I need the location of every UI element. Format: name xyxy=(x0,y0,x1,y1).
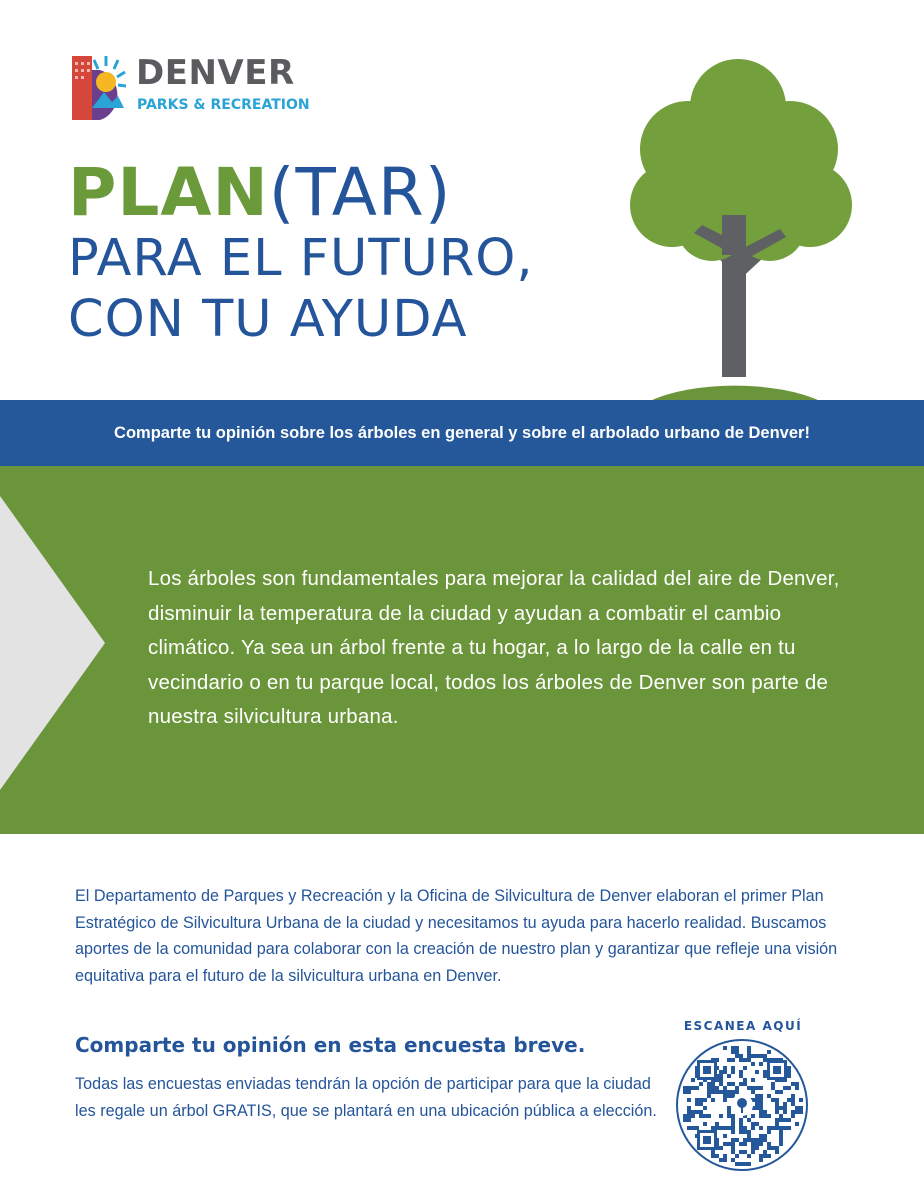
headline-plan: PLAN xyxy=(68,154,269,231)
qr-label: ESCANEA AQUÍ xyxy=(683,1019,803,1033)
intro-panel xyxy=(0,466,924,834)
logo-city-name: DENVER xyxy=(136,53,295,93)
cta-paragraph: Todas las encuestas enviadas tendrán la opción de participar para que la ciudad les regale un árbol GRATIS, que se plantará en una ubicación pública a elección. xyxy=(75,1075,657,1120)
cta-heading: Comparte tu opinión en esta encuesta breve. xyxy=(75,1033,586,1057)
logo-department-name: PARKS & RECREATION xyxy=(137,97,310,113)
headline-line-3: CON TU AYUDA xyxy=(68,290,468,350)
qr-code-icon[interactable] xyxy=(675,1038,809,1172)
denver-parks-logo xyxy=(70,52,340,122)
banner-text: Comparte tu opinión sobre los árboles en general y sobre el arbolado urbano de Denver! xyxy=(114,423,810,442)
headline-tar: (TAR) xyxy=(268,154,452,231)
tree-icon xyxy=(620,55,870,401)
intro-paragraph: Los árboles son fundamentales para mejorar la calidad del aire de Denver, disminuir la temperatura de la ciudad y ayudan a combatir el cambio climático. Ya sea un árbol frente a tu hogar, a lo largo de la calle en tu vecindario o en tu parque local, todos los árboles de Denver son parte de nuestra silvicultura urbana. xyxy=(148,567,840,729)
denver-logo-icon xyxy=(70,52,126,122)
banner xyxy=(0,400,924,466)
body-paragraph: El Departamento de Parques y Recreación y la Oficina de Silvicultura de Denver elaboran el primer Plan Estratégico de Silvicultura Urbana de la ciudad y necesitamos tu ayuda para hacerlo realidad. Buscamos aportes de la comunidad para colaborar con la creación de nuestro plan y garantizar que refleje una visión equitativa para el futuro de la silvicultura urbana en Denver. xyxy=(75,887,838,985)
headline-line-1 xyxy=(68,154,534,231)
headline-line-2: PARA EL FUTURO, xyxy=(68,229,534,288)
headline xyxy=(68,154,534,350)
arrow-decoration-icon xyxy=(0,496,110,790)
